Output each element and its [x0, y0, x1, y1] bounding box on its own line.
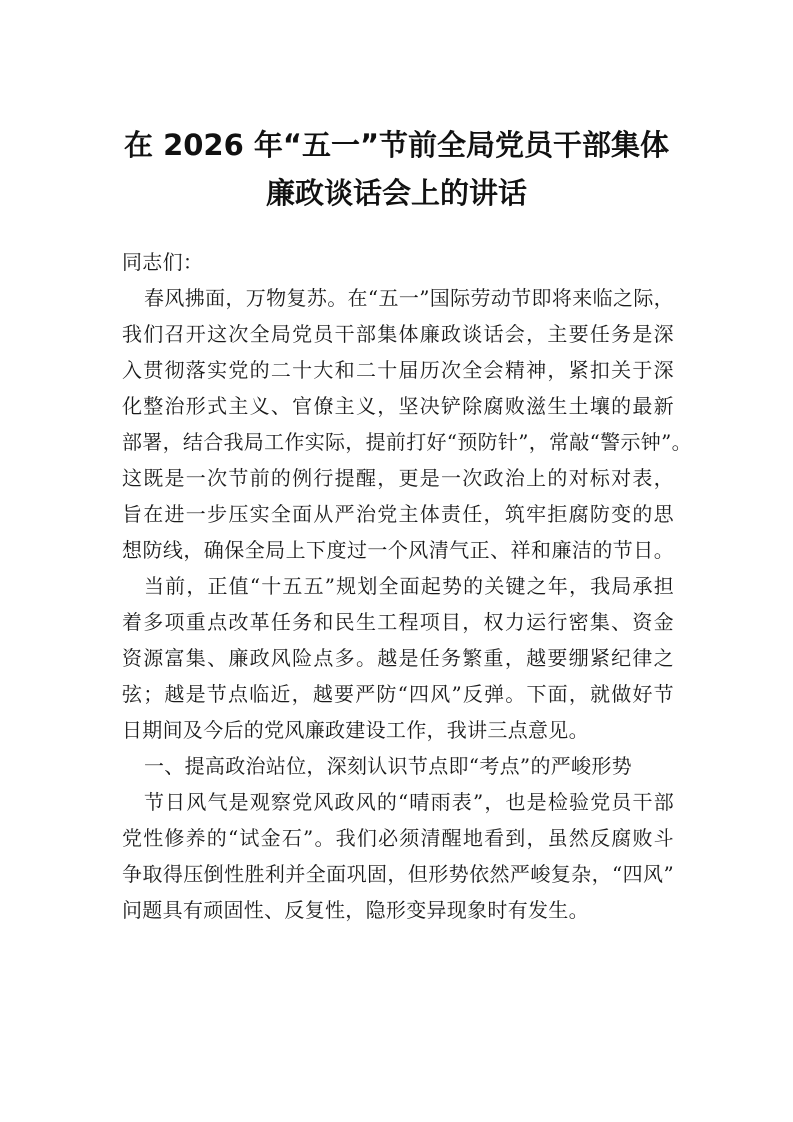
document-title-line-1: 在 2026 年“五一”节前全局党员干部集体 — [123, 128, 670, 162]
paragraph-4-line-1: 节日风气是观察党风政风的“晴雨表”，也是检验党员干部 — [144, 790, 674, 814]
paragraph-1-line-2: 我们召开这次全局党员干部集体廉政谈话会，主要任务是深 — [122, 322, 674, 346]
paragraph-4-line-3: 争取得压倒性胜利并全面巩固，但形势依然严峻复杂，“四风” — [122, 862, 674, 886]
paragraph-1-line-4: 化整治形式主义、官僚主义，坚决铲除腐败滋生土壤的最新 — [122, 394, 674, 418]
paragraph-1-line-8: 想防线，确保全局上下度过一个风清气正、祥和廉洁的节日。 — [122, 538, 674, 562]
paragraph-1-line-1: 春风拂面，万物复苏。在“五一”国际劳动节即将来临之际， — [144, 286, 674, 310]
paragraph-1-line-7: 旨在进一步压实全面从严治党主体责任，筑牢拒腐防变的思 — [122, 502, 674, 526]
section-heading-1: 一、提高政治站位，深刻认识节点即“考点”的严峻形势 — [144, 754, 632, 778]
paragraph-4-line-2: 党性修养的“试金石”。我们必须清醒地看到，虽然反腐败斗 — [122, 826, 674, 850]
salutation: 同志们： — [122, 250, 204, 274]
paragraph-1-line-6: 这既是一次节前的例行提醒，更是一次政治上的对标对表， — [122, 466, 674, 490]
paragraph-4-line-4: 问题具有顽固性、反复性，隐形变异现象时有发生。 — [122, 898, 589, 922]
paragraph-1-line-3: 入贯彻落实党的二十大和二十届历次全会精神，紧扣关于深 — [122, 358, 674, 382]
document-title-line-2: 廉政谈话会上的讲话 — [265, 176, 527, 210]
document-body — [122, 244, 692, 928]
paragraph-2-line-1: 当前，正值“十五五”规划全面起势的关键之年，我局承担 — [144, 574, 674, 598]
paragraph-2-line-4: 弦；越是节点临近，越要严防“四风”反弹。下面，就做好节 — [122, 682, 674, 706]
paragraph-1-line-5: 部署，结合我局工作实际，提前打好“预防针”，常敲“警示钟”。 — [122, 430, 692, 454]
paragraph-2-line-2: 着多项重点改革任务和民生工程项目，权力运行密集、资金 — [122, 610, 674, 634]
paragraph-2-line-5: 日期间及今后的党风廉政建设工作，我讲三点意见。 — [122, 718, 589, 742]
paragraph-2-line-3: 资源富集、廉政风险点多。越是任务繁重，越要绷紧纪律之 — [122, 646, 674, 670]
